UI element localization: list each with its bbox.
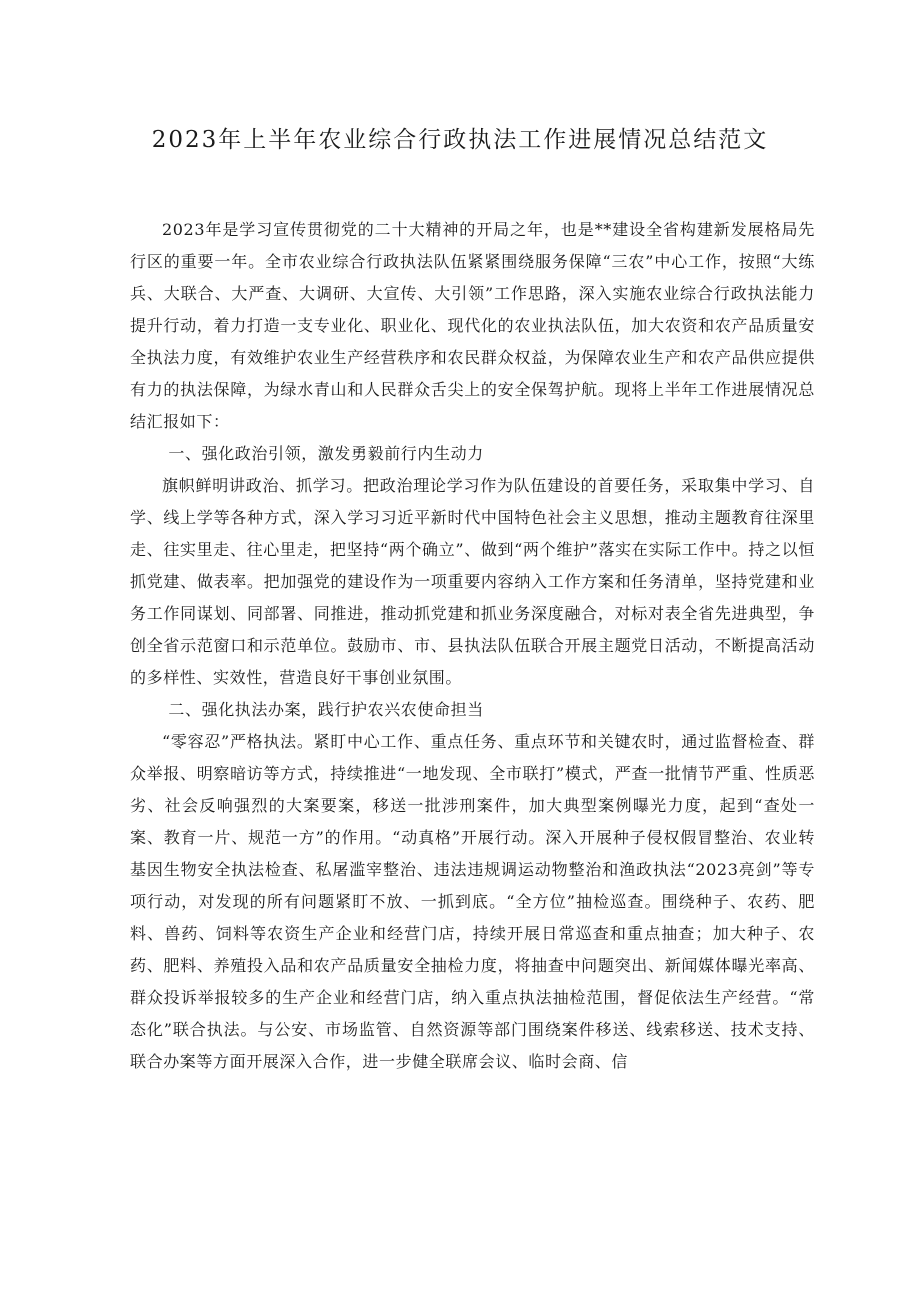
intro-paragraph: 2023年是学习宣传贯彻党的二十大精神的开局之年，也是**建设全省构建新发展格局先行区的重要一年。全市农业综合行政执法队伍紧紧围绕服务保障“三农”中心工作，按照“大练兵、大联合、大严查、大调研、大宣传、大引领”工作思路，深入实施农业综合行政执法能力提升行动，着力打造一支专业化、职业化、现代化的农业执法队伍，加大农资和农产品质量安全执法力度，有效维护农业生产经营秩序和农民群众权益，为保障农业生产和农产品供应提供有力的执法保障，为绿水青山和人民群众舌尖上的安全保驾护航。现将上半年工作进展情况总结汇报如下： <box>130 220 815 431</box>
document-title: 2023年上半年农业综合行政执法工作进展情况总结范文 <box>151 127 769 153</box>
section-2-paragraph: “零容忍”严格执法。紧盯中心工作、重点任务、重点环节和关键农时，通过监督检查、群众举报、明察暗访等方式，持续推进“一地发现、全市联打”模式，严查一批情节严重、性质恶劣、社会反响强烈的大案要案，移送一批涉刑案件，加大典型案例曝光力度，起到“查处一案、教育一片、规范一方”的作用。“动真格”开展行动。深入开展种子侵权假冒整治、农业转基因生物安全执法检查、私屠滥宰整治、违法违规调运动物整治和渔政执法“2023亮剑”等专项行动，对发现的所有问题紧盯不放、一抓到底。“全方位”抽检巡查。围绕种子、农药、肥料、兽药、饲料等农资生产企业和经营门店，持续开展日常巡查和重点抽查；加大种子、农药、肥料、养殖投入品和农产品质量安全抽检力度，将抽查中问题突出、新闻媒体曝光率高、群众投诉举报较多的生产企业和经营门店，纳入重点执法抽检范围，督促依法生产经营。“常态化”联合执法。与公安、市场监管、自然资源等部门围绕案件移送、线索移送、技术支持、联合办案等方面开展深入合作，进一步健全联席会议、临时会商、信 <box>130 732 815 1071</box>
section-1-heading: 一、强化政治引领，激发勇毅前行内生动力 <box>168 444 484 463</box>
section-1-paragraph: 旗帜鲜明讲政治、抓学习。把政治理论学习作为队伍建设的首要任务，采取集中学习、自学、线上学等各种方式，深入学习习近平新时代中国特色社会主义思想，推动主题教育往深里走、往实里走、往心里走，把坚持“两个确立”、做到“两个维护”落实在实际工作中。持之以恒抓党建、做表率。把加强党的建设作为一项重要内容纳入工作方案和任务清单，坚持党建和业务工作同谋划、同部署、同推进，推动抓党建和抓业务深度融合，对标对表全省先进典型，争创全省示范窗口和示范单位。鼓励市、市、县执法队伍联合开展主题党日活动，不断提高活动的多样性、实效性，营造良好干事创业氛围。 <box>130 476 815 687</box>
section-2-heading: 二、强化执法办案，践行护农兴农使命担当 <box>168 700 484 719</box>
document-body <box>130 214 815 1078</box>
